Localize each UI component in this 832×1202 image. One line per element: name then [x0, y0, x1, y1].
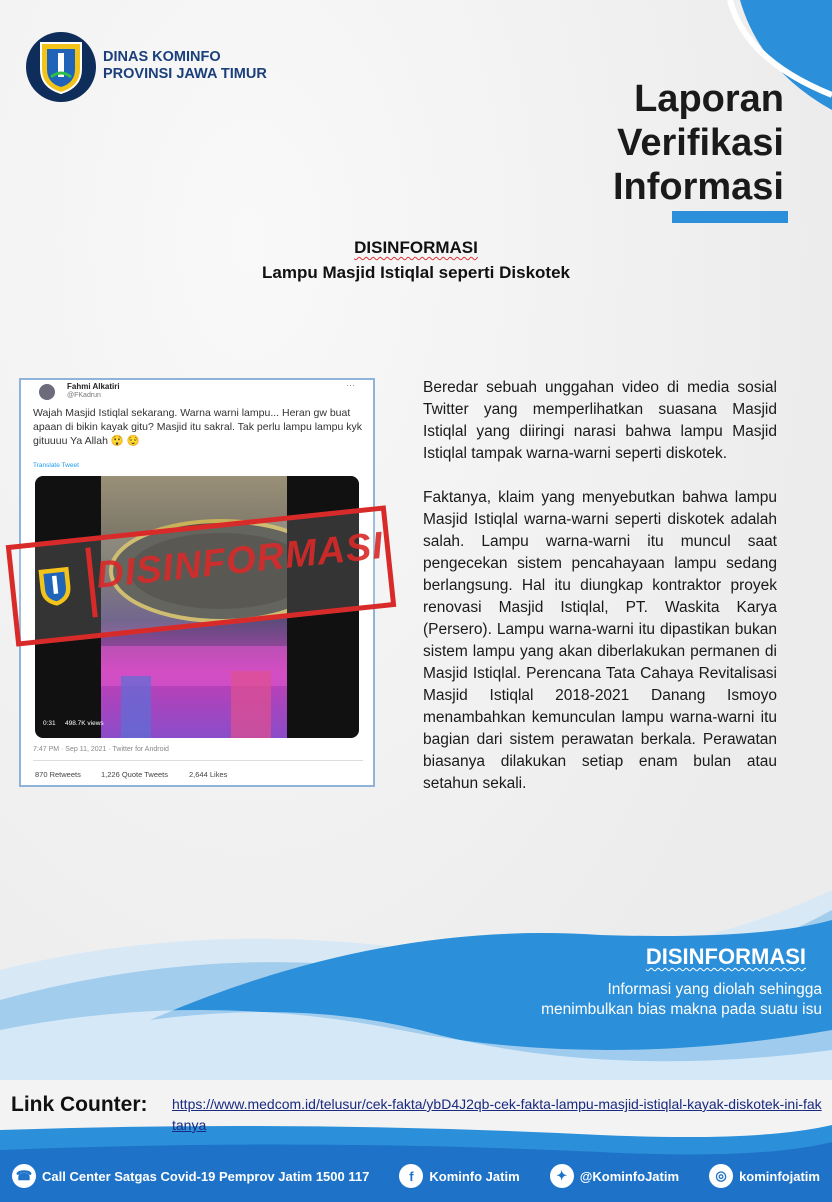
report-title	[613, 77, 784, 209]
definition-text	[541, 980, 822, 1020]
facebook-icon: f	[399, 1164, 423, 1188]
title-accent-bar	[672, 211, 788, 223]
article-paragraph-1: Beredar sebuah unggahan video di media sosial Twitter yang memperlihatkan suasana Masjid Istiqlal yang diiringi narasi bahwa lampu Masjid Istiqlal tampak warna-warni seperti diskotek.	[423, 379, 777, 462]
tweet-author: Fahmi Alkatiri	[67, 382, 120, 391]
footer-facebook-label: Kominfo Jatim	[429, 1168, 520, 1184]
footer-twitter-label: @KominfoJatim	[579, 1168, 680, 1184]
definition-line1: Informasi yang diolah sehingga	[607, 981, 822, 998]
report-title-line1: Laporan	[634, 78, 784, 120]
video-views: 498.7K views	[65, 720, 104, 727]
tweet-likes: 2,644 Likes	[189, 770, 228, 779]
translate-tweet-link: Translate Tweet	[33, 462, 79, 469]
definition-term: DISINFORMASI	[645, 944, 806, 969]
headline-title: Lampu Masjid Istiqlal seperti Diskotek	[262, 263, 570, 282]
tweet-avatar	[39, 384, 55, 400]
article-body	[423, 377, 777, 817]
link-counter-label: Link Counter:	[11, 1093, 148, 1116]
tweet-quotes: 1,226 Quote Tweets	[101, 770, 168, 779]
more-icon: ···	[346, 380, 355, 390]
footer-bar	[0, 1150, 832, 1202]
phone-icon: ☎	[12, 1164, 36, 1188]
tweet-handle: @FKadrun	[67, 392, 101, 399]
footer-twitter[interactable]	[550, 1164, 679, 1188]
org-name-line1: DINAS KOMINFO	[103, 49, 221, 65]
stamp-logo	[18, 547, 98, 624]
link-counter-url[interactable]: https://www.medcom.id/telusur/cek-fakta/ybD4J2qb-cek-fakta-lampu-masjid-istiqlal-kayak-diskotek-ini-faktanya	[172, 1096, 822, 1133]
footer-facebook[interactable]	[399, 1164, 519, 1188]
twitter-icon: ✦	[550, 1164, 574, 1188]
kominfo-logo	[26, 32, 96, 102]
stamp-text: DISINFORMASI	[94, 524, 386, 597]
tweet-text: Wajah Masjid Istiqlal sekarang. Warna warni lampu... Heran gw buat apaan di bikin kayak gitu? Masjid itu sakral. Tak perlu lampu lampu kyk gituuuu Ya Allah 😲 😌	[33, 407, 362, 447]
footer-instagram[interactable]	[709, 1164, 820, 1188]
report-title-line2: Verifikasi	[617, 122, 784, 164]
tweet-meta: 7:47 PM · Sep 11, 2021 · Twitter for Android	[33, 746, 169, 753]
org-name-line2: PROVINSI JAWA TIMUR	[103, 66, 267, 82]
footer-callcenter	[12, 1164, 369, 1188]
org-name	[103, 49, 267, 83]
instagram-icon: ◎	[709, 1164, 733, 1188]
tweet-divider	[33, 760, 363, 761]
footer-callcenter-label: Call Center Satgas Covid-19 Pemprov Jatim 1500 117	[42, 1168, 370, 1184]
video-time: 0:31	[43, 720, 56, 727]
headline-category: DISINFORMASI	[354, 238, 478, 257]
report-title-line3: Informasi	[612, 166, 784, 208]
footer-instagram-label: kominfojatim	[739, 1168, 820, 1184]
definition-line2: menimbulkan bias makna pada suatu isu	[541, 1001, 822, 1018]
tweet-retweets: 870 Retweets	[35, 770, 81, 779]
article-paragraph-2: Faktanya, klaim yang menyebutkan bahwa lampu Masjid Istiqlal warna-warni seperti diskotek adalah salah. Lampu warna-warni itu muncul saat pengecekan sistem pencahayaan lampu sedang berlangsung. Hal itu diungkap kontraktor proyek renovasi Masjid Istiqlal, PT. Waskita Karya (Persero). Lampu warna-warni itu dipastikan bukan sistem lampu yang akan diberlakukan permanen di Masjid Istiqlal. Perencana Tata Cahaya Revitalisasi Masjid Istiqlal 2018-2021 Danang Ismoyo menambahkan kemunculan lampu warna-warni itu bagian dari sistem perawatan berkala. Perawatan biasanya dilakukan setiap enam bulan atau setahun sekali.	[423, 489, 777, 792]
